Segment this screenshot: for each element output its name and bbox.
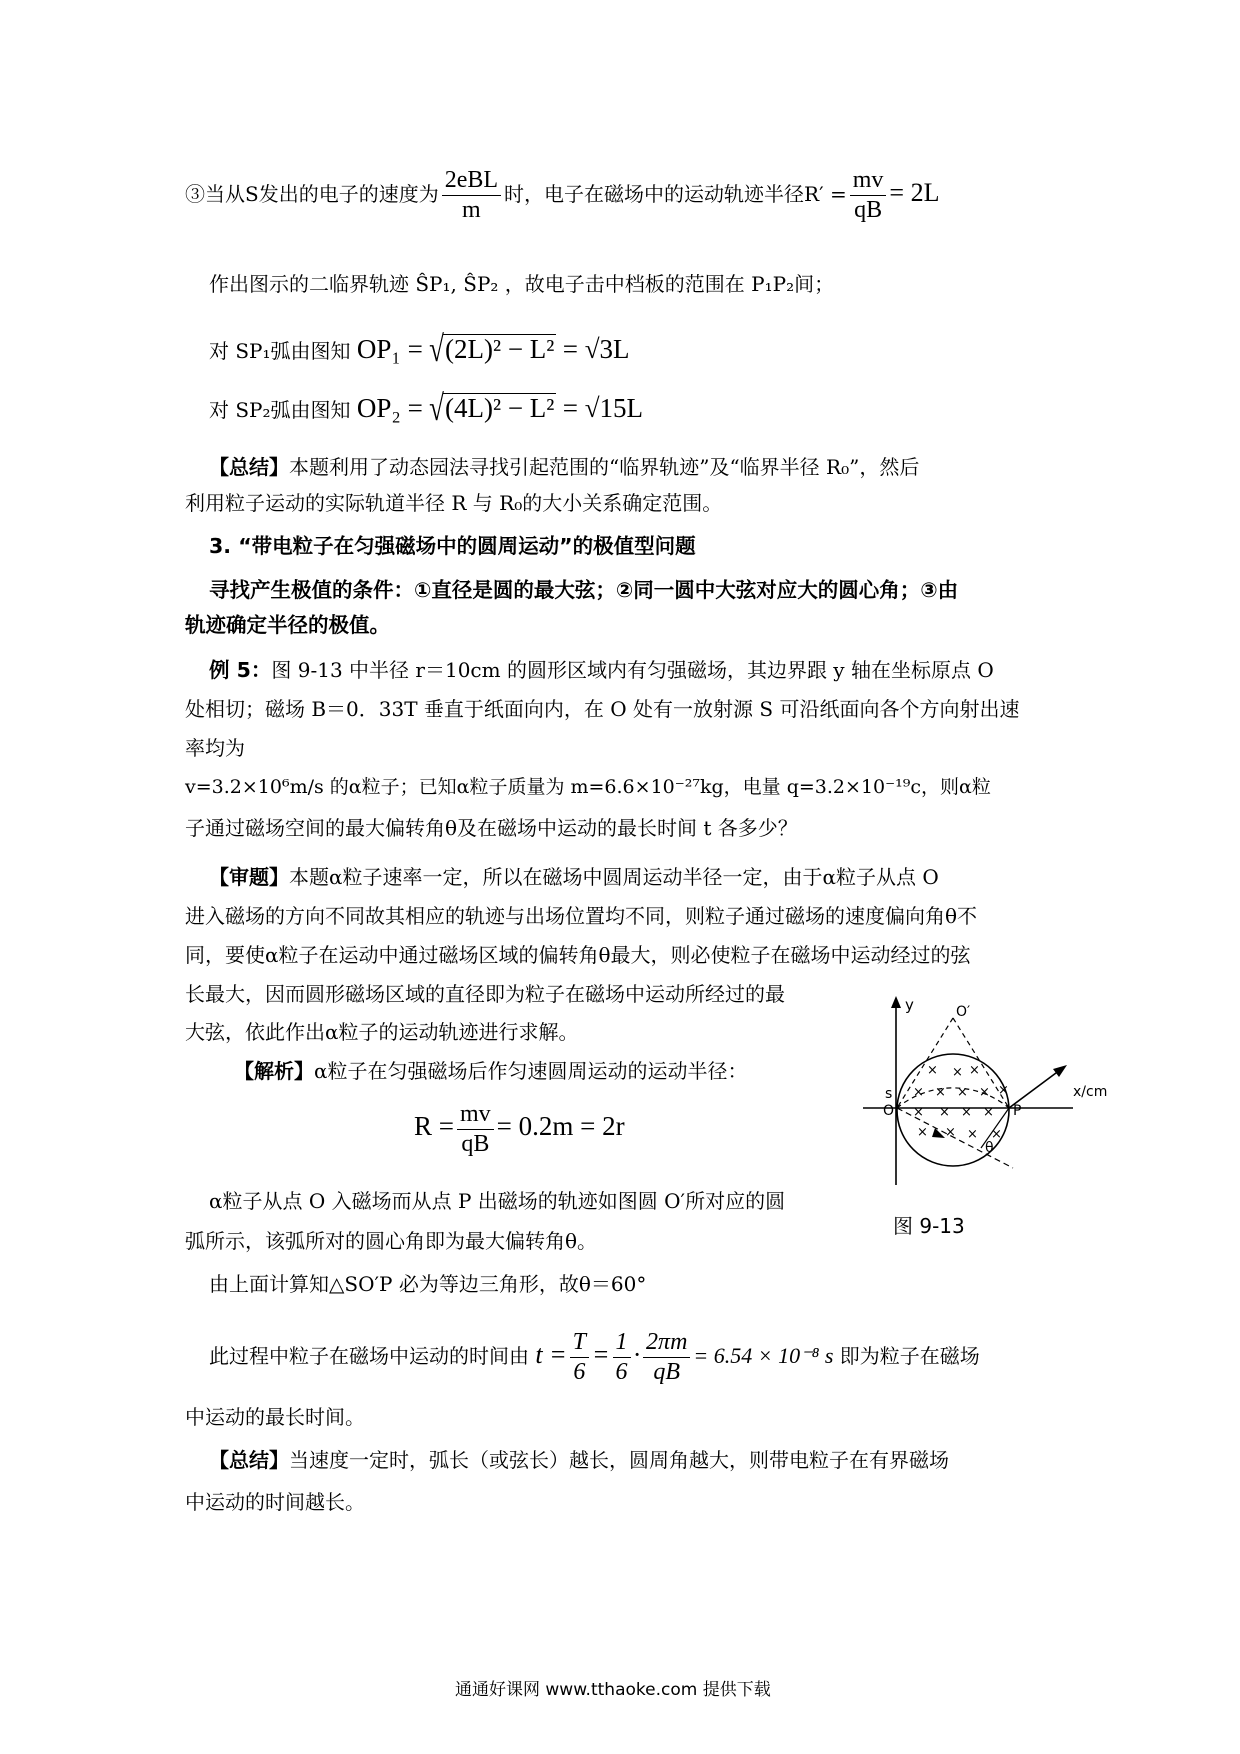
text-segment: 本题α粒子速率一定，所以在磁场中圆周运动半径一定，由于α粒子从点 O	[289, 865, 939, 889]
text-segment: ③当从S发出的电子的速度为	[185, 182, 439, 207]
math-segment: = 6.54 × 10⁻⁸ s	[693, 1343, 834, 1369]
field-cross: ×	[969, 1063, 980, 1078]
math-segment: = √3L	[562, 334, 630, 364]
radical: √(2L)² − L²	[429, 328, 555, 370]
entry-arrow-icon	[932, 1128, 945, 1138]
field-cross: ×	[917, 1125, 928, 1140]
text-line: v=3.2×10⁶m/s 的α粒子；已知α粒子质量为 m=6.6×10⁻²⁷kg，电量 q=3.2×10⁻¹⁹c，则α粒	[185, 776, 991, 798]
field-crosses	[913, 1063, 1009, 1142]
field-cross: ×	[991, 1127, 1002, 1142]
text-line	[209, 1448, 949, 1472]
fraction	[613, 1330, 631, 1385]
label-p: P	[1013, 1103, 1022, 1119]
text-line: 处相切；磁场 B＝0．33T 垂直于纸面向内，在 O 处有一放射源 S 可沿纸面向各个方向射出速	[185, 697, 1020, 721]
field-cross: ×	[952, 1065, 963, 1080]
section-tag: 【总结】	[209, 1448, 289, 1472]
section-heading: 3. “带电粒子在匀强磁场中的圆周运动”的极值型问题	[209, 534, 696, 558]
field-cross: ×	[961, 1105, 972, 1120]
field-cross: ×	[998, 1083, 1009, 1098]
label-theta: θ	[985, 1140, 994, 1156]
text-segment: 对 SP₂弧由图知	[209, 398, 351, 422]
math-segment: OP₁ =	[356, 334, 423, 364]
math-segment: ·	[633, 1340, 641, 1370]
fraction	[457, 1102, 494, 1157]
math-segment: = 2L	[889, 178, 940, 208]
text-line: 弧所示，该弧所对的圆心角即为最大偏转角θ。	[185, 1229, 598, 1253]
text-segment: 时，电子在磁场中的运动轨迹半径R′ =	[504, 182, 847, 207]
text-segment: 此过程中粒子在磁场中运动的时间由	[209, 1344, 529, 1369]
text-line: 利用粒子运动的实际轨道半径 R 与 R₀的大小关系确定范围。	[185, 491, 723, 515]
fraction-numerator: mv	[457, 1102, 494, 1130]
label-y: y	[905, 996, 914, 1014]
label-x: x/cm	[1073, 1084, 1108, 1100]
equation	[414, 1102, 625, 1157]
figure-caption: 图 9-13	[893, 1214, 965, 1238]
radical: √(4L)² − L²	[429, 387, 555, 429]
math-segment: = 0.2m = 2r	[496, 1111, 625, 1142]
label-s: s	[885, 1086, 893, 1102]
field-cross: ×	[945, 1125, 956, 1140]
fraction-numerator: 2πm	[643, 1330, 690, 1358]
text-segment: 当速度一定时，弧长（或弦长）越长，圆周角越大，则带电粒子在有界磁场	[289, 1448, 949, 1472]
text-line	[209, 387, 644, 429]
fraction	[643, 1330, 690, 1385]
radicand: (4L)² − L²	[445, 393, 555, 423]
fraction-denominator: m	[462, 197, 481, 224]
math-segment: R =	[414, 1111, 454, 1142]
radicand: (2L)² − L²	[445, 334, 555, 364]
page-footer: 通通好课网 www.tthaoke.com 提供下载	[455, 1680, 771, 1700]
field-cross: ×	[967, 1127, 978, 1142]
text-line	[185, 168, 939, 223]
fraction-numerator: 1	[613, 1330, 631, 1358]
section-tag: 【解析】	[234, 1059, 314, 1083]
field-cross: ×	[939, 1105, 950, 1120]
text-line: α粒子从点 O 入磁场而从点 P 出磁场的轨迹如图圆 O′所对应的圆	[209, 1189, 786, 1213]
fraction	[570, 1330, 589, 1385]
fraction-numerator: mv	[850, 168, 887, 196]
field-cross: ×	[913, 1085, 924, 1100]
field-cross: ×	[935, 1085, 946, 1100]
text-line: 由上面计算知△SO′P 必为等边三角形，故θ＝60°	[209, 1272, 647, 1296]
figure-9-13-diagram	[855, 990, 1120, 1190]
y-axis-arrow-icon	[891, 996, 901, 1008]
exit-velocity-arrow-icon	[1053, 1065, 1067, 1077]
text-segment: 对 SP₁弧由图知	[209, 339, 351, 363]
fraction	[442, 168, 501, 223]
text-line: 轨迹确定半径的极值。	[185, 613, 390, 637]
text-line: 寻找产生极值的条件：①直径是圆的最大弦；②同一圆中大弦对应大的圆心角；③由	[209, 578, 959, 602]
fraction-denominator: qB	[854, 197, 883, 224]
field-cross: ×	[957, 1085, 968, 1100]
section-tag: 【总结】	[209, 455, 289, 479]
label-o: O	[883, 1103, 895, 1119]
section-tag: 【审题】	[209, 865, 289, 889]
fraction-numerator: T	[570, 1330, 589, 1358]
math-segment: OP₂ =	[356, 393, 423, 423]
math-segment: = √15L	[562, 393, 644, 423]
fraction-denominator: qB	[461, 1131, 490, 1158]
math-segment: t =	[535, 1340, 567, 1370]
text-segment: 本题利用了动态园法寻找引起范围的“临界轨迹”及“临界半径 R₀”，然后	[289, 455, 920, 479]
text-line: 同，要使α粒子在运动中通过磁场区域的偏转角θ最大，则必使粒子在磁场中运动经过的弦	[185, 943, 971, 967]
text-line: 大弦，依此作出α粒子的运动轨迹进行求解。	[185, 1020, 579, 1044]
math-segment: =	[592, 1340, 610, 1370]
example-tag: 例 5：	[209, 658, 272, 682]
text-line: 子通过磁场空间的最大偏转角θ及在磁场中运动的最长时间 t 各多少？	[185, 816, 798, 840]
label-o-prime: O′	[956, 1004, 971, 1020]
fraction-denominator: qB	[653, 1359, 681, 1386]
field-cross: ×	[983, 1105, 994, 1120]
text-line: 中运动的最长时间。	[185, 1405, 365, 1429]
equation-line	[209, 1330, 980, 1385]
fraction-denominator: 6	[615, 1359, 628, 1386]
text-line	[209, 328, 630, 370]
text-line	[234, 1059, 748, 1083]
text-line: 作出图示的二临界轨迹 ŜP₁, ŜP₂ ，故电子击中档板的范围在 P₁P₂间；	[209, 272, 835, 296]
field-cross: ×	[979, 1085, 990, 1100]
text-line: 进入磁场的方向不同故其相应的轨迹与出场位置均不同，则粒子通过磁场的速度偏向角θ不	[185, 904, 978, 928]
fraction-numerator: 2eBL	[442, 168, 501, 196]
text-segment: 图 9-13 中半径 r＝10cm 的圆形区域内有匀强磁场，其边界跟 y 轴在坐标原点 O	[271, 658, 994, 682]
field-cross: ×	[913, 1105, 924, 1120]
text-line	[209, 658, 994, 683]
fraction	[850, 168, 887, 223]
text-line: 中运动的时间越长。	[185, 1490, 365, 1514]
field-cross: ×	[927, 1063, 938, 1078]
fraction-denominator: 6	[573, 1359, 586, 1386]
text-line: 长最大，因而圆形磁场区域的直径即为粒子在磁场中运动所经过的最	[185, 982, 785, 1006]
text-line: 率均为	[185, 736, 245, 760]
text-line	[209, 455, 919, 479]
text-line	[209, 865, 939, 889]
text-segment: 即为粒子在磁场	[839, 1344, 980, 1369]
text-segment: α粒子在匀强磁场后作匀速圆周运动的运动半径：	[314, 1059, 748, 1083]
